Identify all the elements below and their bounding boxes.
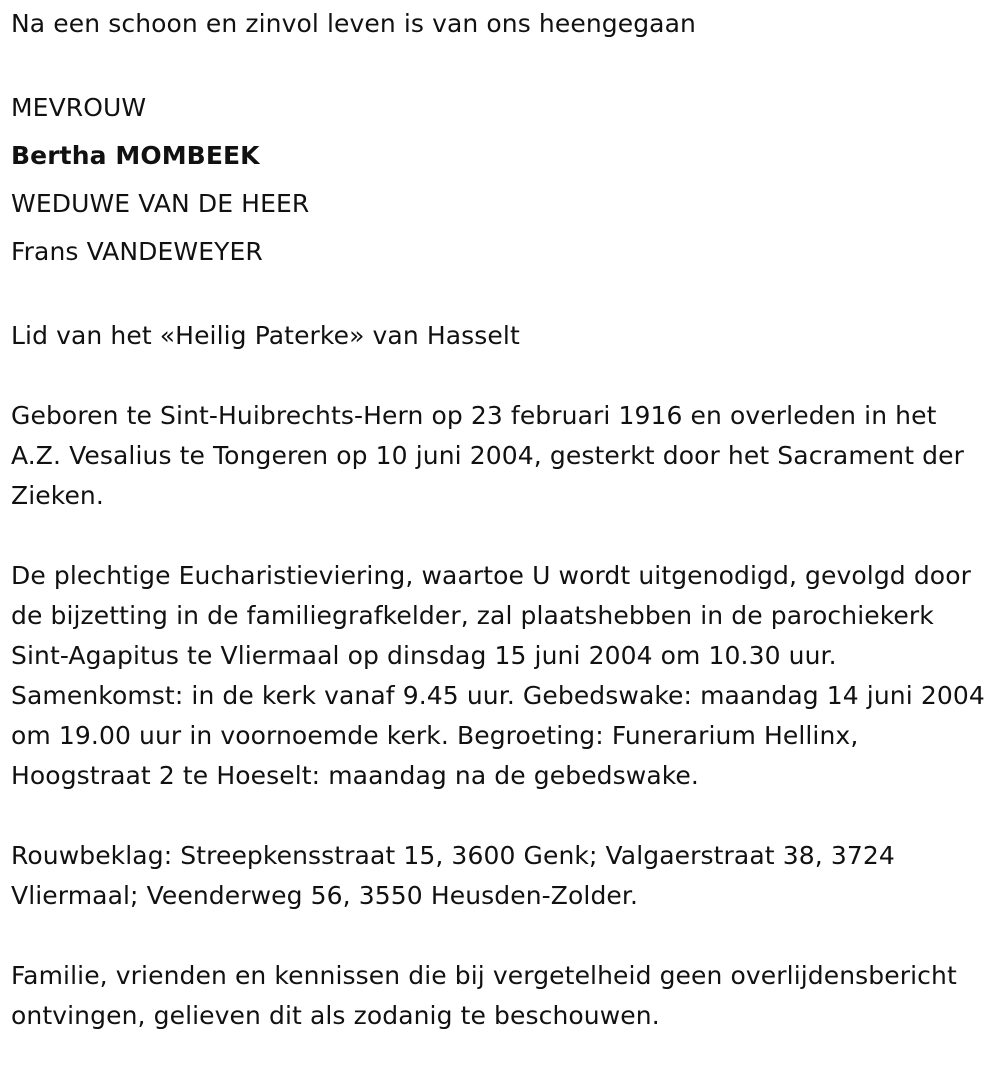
deceased-name: Bertha MOMBEEK — [11, 141, 260, 170]
spacer — [11, 796, 991, 836]
ceremony-paragraph: De plechtige Eucharistieviering, waartoe U wordt uitgenodigd, gevolgd door de bijzetting in de familiegrafkelder, zal plaatshebben in de parochiekerk Sint-Agapitus te Vliermaal op dinsdag 15 juni 2004 om 10.30 uur. Samenkomst: in de kerk vanaf 9.45 uur. Gebedswake: maandag 14 juni 2004 om 19.00 uur in voornoemde kerk. Begroeting: Funerarium Hellinx, Hoogstraat 2 te Hoeselt: maandag na de gebedswake. — [11, 561, 985, 790]
birth-death-paragraph: Geboren te Sint-Huibrechts-Hern op 23 februari 1916 en overleden in het A.Z. Vesalius te Tongeren op 10 juni 2004, gesterkt door het Sacrament der Zieken. — [11, 401, 964, 510]
salutation: MEVROUW — [11, 93, 147, 122]
husband-name: Frans VANDEWEYER — [11, 237, 263, 266]
membership-line: Lid van het «Heilig Paterke» van Hasselt — [11, 321, 520, 350]
closing-paragraph: Familie, vrienden en kennissen die bij vergetelheid geen overlijdensbericht ontvingen, gelieven dit als zodanig te beschouwen. — [11, 961, 957, 1030]
spacer — [11, 276, 991, 316]
spacer — [11, 916, 991, 956]
widow-of-line: WEDUWE VAN DE HEER — [11, 189, 310, 218]
obituary-notice — [11, 4, 991, 1036]
intro-line: Na een schoon en zinvol leven is van ons heengegaan — [11, 9, 696, 38]
spacer — [11, 356, 991, 396]
mourning-addresses-paragraph: Rouwbeklag: Streepkensstraat 15, 3600 Genk; Valgaerstraat 38, 3724 Vliermaal; Veenderweg 56, 3550 Heusden-Zolder. — [11, 841, 895, 910]
spacer — [11, 44, 991, 84]
spacer — [11, 516, 991, 556]
